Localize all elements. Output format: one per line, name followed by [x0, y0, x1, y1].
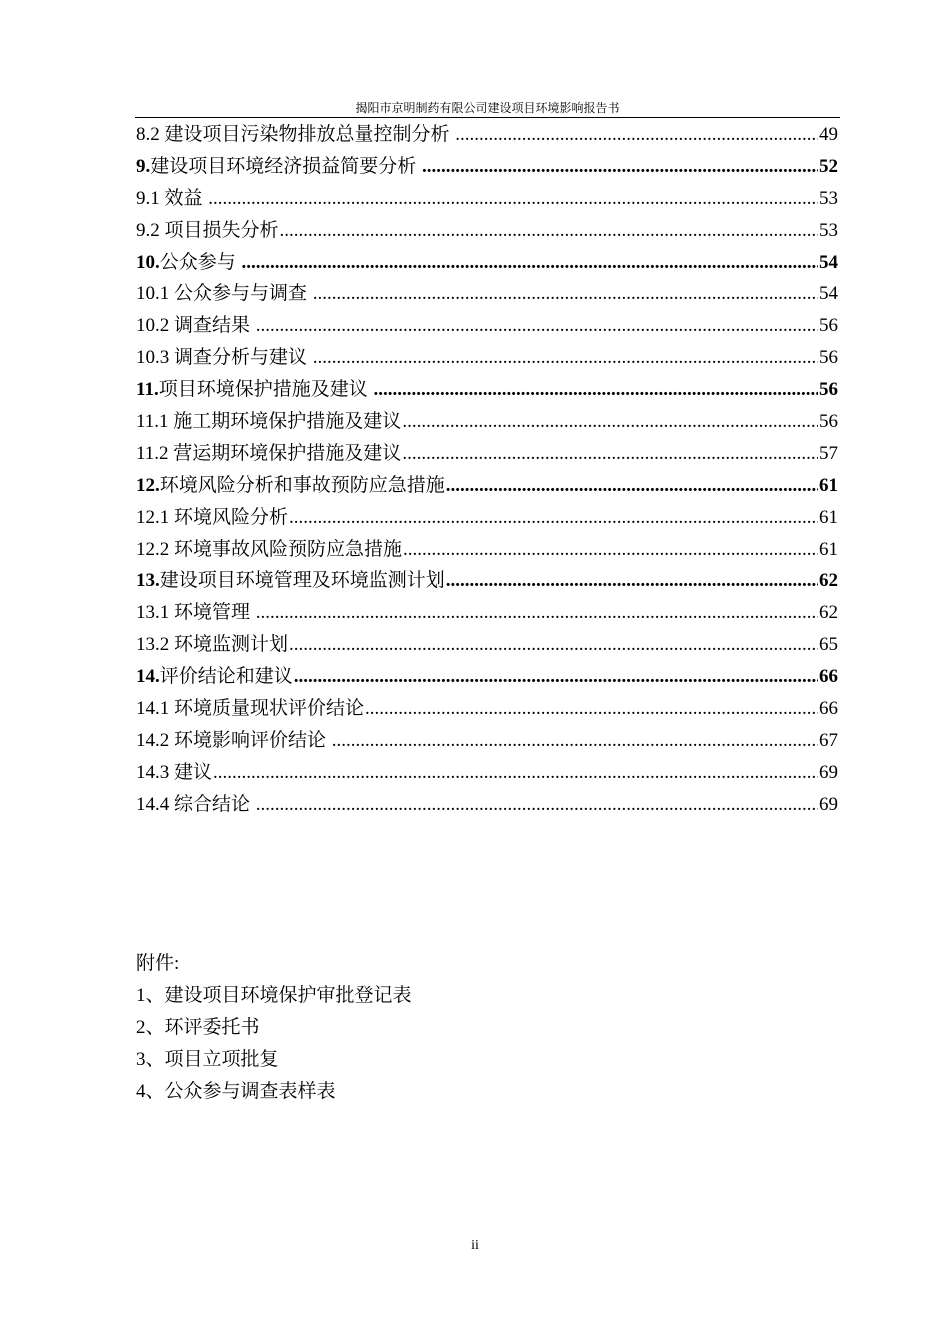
toc-page-number: 69	[819, 761, 838, 783]
toc-entry[interactable]	[136, 278, 838, 310]
toc-entry-number: 12.2	[136, 538, 170, 560]
toc-entry-text: 环境管理	[169, 602, 255, 624]
toc-entry-text: 建设项目环境经济损益简要分析	[150, 155, 422, 177]
toc-entry-number: 9.1	[136, 187, 160, 209]
toc-entry-text: 建设项目环境管理及环境监测计划	[159, 570, 445, 592]
toc-dot-leader	[365, 693, 818, 725]
toc-dot-leader	[446, 565, 818, 597]
toc-page-number: 49	[819, 124, 838, 145]
toc-entry[interactable]	[136, 406, 838, 438]
toc-page-number: 65	[819, 634, 838, 656]
toc-page-number: 56	[819, 379, 838, 401]
toc-page-number: 56	[819, 411, 838, 433]
toc-dot-leader	[213, 757, 818, 789]
toc-entry-title	[136, 789, 255, 821]
toc-entry[interactable]	[136, 247, 838, 279]
attachment-item: 1、建设项目环境保护审批登记表	[136, 985, 412, 1006]
toc-entry-number: 10.1	[136, 283, 170, 305]
toc-entry[interactable]	[136, 151, 838, 183]
toc-entry-number: 14.4	[136, 793, 170, 815]
toc-entry-title	[136, 757, 212, 789]
attachments-heading: 附件:	[136, 953, 180, 974]
toc-dot-leader	[256, 789, 818, 821]
toc-dot-leader	[402, 438, 818, 470]
toc-page-number: 54	[819, 283, 838, 305]
toc-entry-number: 13.1	[136, 602, 170, 624]
toc-entry-title	[136, 693, 364, 725]
toc-entry-title	[136, 438, 401, 470]
toc-dot-leader	[289, 502, 818, 534]
toc-entry[interactable]	[136, 565, 838, 597]
toc-entry-title	[136, 215, 279, 247]
toc-page-number: 57	[819, 442, 838, 464]
toc-entry-title	[136, 470, 445, 502]
toc-entry-title	[136, 534, 402, 566]
toc-dot-leader	[242, 247, 818, 279]
toc-page-number: 67	[819, 729, 838, 751]
toc-page-number: 61	[819, 474, 838, 496]
toc-entry-text: 环境风险分析	[169, 506, 289, 528]
running-header: 揭阳市京明制药有限公司建设项目环境影响报告书	[355, 101, 620, 115]
toc-entry-title	[136, 278, 312, 310]
toc-entry-number: 14.1	[136, 698, 170, 720]
toc-entry[interactable]	[136, 119, 838, 151]
toc-entry[interactable]	[136, 310, 838, 342]
toc-entry-number: 10.2	[136, 315, 170, 337]
toc-page-number: 66	[819, 698, 838, 720]
toc-entry[interactable]	[136, 438, 838, 470]
toc-entry[interactable]	[136, 215, 838, 247]
toc-dot-leader	[403, 534, 818, 566]
toc-dot-leader	[402, 406, 818, 438]
toc-entry-text: 公众参与	[159, 251, 241, 273]
page-number: ii	[471, 1238, 479, 1253]
toc-entry-number: 12.1	[136, 506, 170, 528]
toc-entry-text: 营运期环境保护措施及建议	[168, 442, 402, 464]
toc-entry-number: 14.3	[136, 761, 170, 783]
toc-entry-number: 10.3	[136, 347, 170, 369]
toc-dot-leader	[256, 597, 818, 629]
toc-entry-text: 建议	[169, 761, 213, 783]
toc-entry-number: 13.	[136, 570, 160, 592]
toc-entry-text: 环境质量现状评价结论	[169, 698, 365, 720]
attachment-item: 3、项目立项批复	[136, 1049, 279, 1070]
toc-dot-leader	[208, 183, 818, 215]
toc-entry-title	[136, 565, 445, 597]
toc-page-number: 61	[819, 506, 838, 528]
toc-dot-leader	[280, 215, 818, 247]
toc-entry-title	[136, 374, 372, 406]
toc-page-number: 52	[819, 155, 838, 177]
toc-entry[interactable]	[136, 661, 838, 693]
toc-entry-title	[136, 247, 241, 279]
toc-page-number: 69	[819, 793, 838, 815]
toc-dot-leader	[294, 661, 818, 693]
toc-entry-text: 调查分析与建议	[169, 347, 312, 369]
toc-entry[interactable]	[136, 502, 838, 534]
toc-entry[interactable]	[136, 725, 838, 757]
toc-entry-number: 10.	[136, 251, 160, 273]
toc-entry-number: 11.2	[136, 442, 169, 464]
toc-entry[interactable]	[136, 757, 838, 789]
toc-entry[interactable]	[136, 534, 838, 566]
toc-entry-text: 建设项目污染物排放总量控制分析	[159, 124, 455, 145]
header-rule	[135, 117, 840, 118]
toc-entry-text: 环境风险分析和事故预防应急措施	[159, 474, 445, 496]
toc-entry-title	[136, 310, 255, 342]
toc-entry-title	[136, 725, 331, 757]
toc-entry-text: 调查结果	[169, 315, 255, 337]
toc-entry-text: 公众参与与调查	[169, 283, 312, 305]
toc-entry-title	[136, 183, 207, 215]
toc-entry-text: 评价结论和建议	[159, 666, 293, 688]
toc-entry-text: 环境事故风险预防应急措施	[169, 538, 403, 560]
toc-entry-title	[136, 629, 288, 661]
toc-entry[interactable]	[136, 597, 838, 629]
toc-entry-number: 11.1	[136, 411, 169, 433]
toc-entry-number: 11.	[136, 379, 159, 401]
toc-entry[interactable]	[136, 374, 838, 406]
toc-dot-leader	[313, 342, 818, 374]
toc-entry-text: 施工期环境保护措施及建议	[168, 411, 402, 433]
toc-entry-number: 12.	[136, 474, 160, 496]
toc-entry[interactable]	[136, 693, 838, 725]
toc-entry[interactable]	[136, 629, 838, 661]
toc-dot-leader	[373, 374, 818, 406]
toc-entry-text: 项目损失分析	[159, 219, 279, 241]
toc-page-number: 62	[819, 570, 838, 592]
toc-entry-title	[136, 119, 454, 151]
toc-entry-number: 14.2	[136, 729, 170, 751]
toc-page-number: 66	[819, 666, 838, 688]
attachments-section	[136, 948, 412, 1108]
toc-dot-leader	[313, 278, 818, 310]
toc-dot-leader	[332, 725, 818, 757]
toc-entry-number: 9.	[136, 155, 151, 177]
toc-entry-title	[136, 661, 293, 693]
toc-dot-leader	[289, 629, 818, 661]
toc-dot-leader	[422, 151, 818, 183]
toc-dot-leader	[446, 470, 818, 502]
table-of-contents	[136, 119, 838, 821]
toc-entry-text: 环境监测计划	[169, 634, 289, 656]
toc-entry[interactable]	[136, 789, 838, 821]
toc-dot-leader	[455, 119, 818, 151]
toc-page-number: 53	[819, 219, 838, 241]
toc-entry-text: 项目环境保护措施及建议	[158, 379, 373, 401]
toc-page-number: 56	[819, 315, 838, 337]
toc-entry[interactable]	[136, 342, 838, 374]
toc-page-number: 61	[819, 538, 838, 560]
toc-entry-title	[136, 502, 288, 534]
toc-entry-number: 13.2	[136, 634, 170, 656]
attachment-item: 4、公众参与调查表样表	[136, 1081, 336, 1102]
toc-page-number: 54	[819, 251, 838, 273]
attachment-item: 2、环评委托书	[136, 1017, 260, 1038]
toc-entry-title	[136, 597, 255, 629]
toc-entry-text: 效益	[159, 187, 208, 209]
toc-page-number: 53	[819, 187, 838, 209]
toc-entry-number: 9.2	[136, 219, 160, 241]
toc-entry-text: 环境影响评价结论	[169, 729, 331, 751]
toc-page-number: 56	[819, 347, 838, 369]
toc-entry-title	[136, 342, 312, 374]
toc-entry-number: 8.2	[136, 124, 160, 145]
toc-entry-title	[136, 151, 421, 183]
toc-dot-leader	[256, 310, 818, 342]
toc-entry[interactable]	[136, 183, 838, 215]
toc-page-number: 62	[819, 602, 838, 624]
toc-entry-text: 综合结论	[169, 793, 255, 815]
toc-entry[interactable]	[136, 470, 838, 502]
toc-entry-title	[136, 406, 401, 438]
toc-entry-number: 14.	[136, 666, 160, 688]
